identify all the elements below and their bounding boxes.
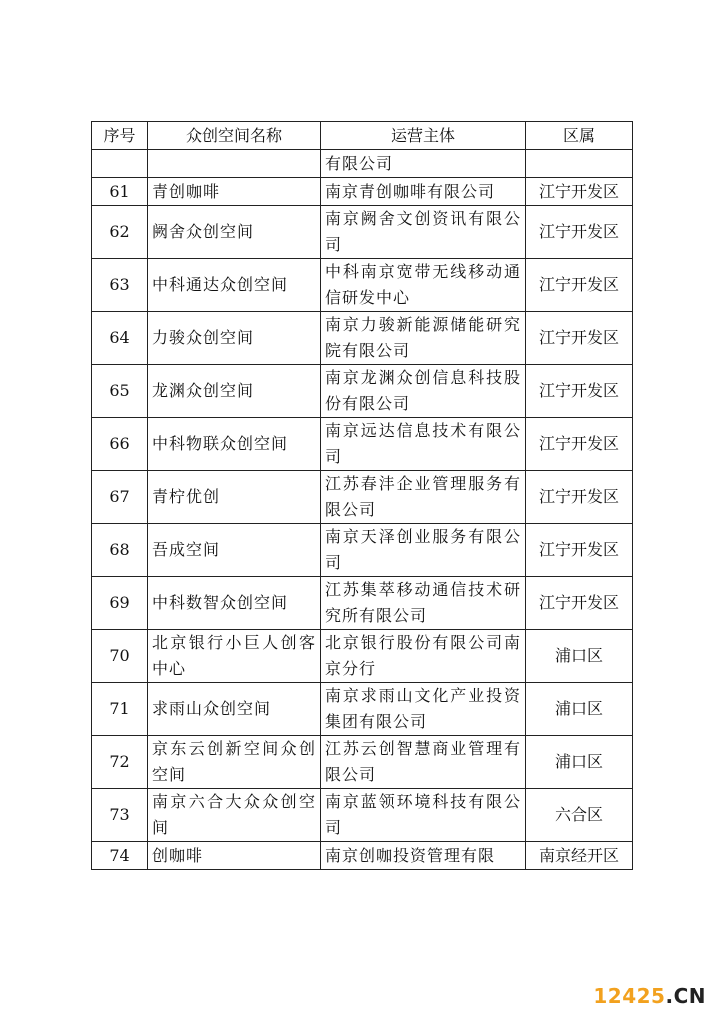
- row-operator: 南京力骏新能源储能研究院有限公司: [321, 312, 526, 365]
- table-row: [92, 471, 633, 524]
- row-district: 江宁开发区: [526, 312, 633, 365]
- row-space-name: 南京六合大众众创空间: [148, 789, 321, 842]
- row-operator: 江苏云创智慧商业管理有限公司: [321, 736, 526, 789]
- table-row: [92, 365, 633, 418]
- space-list-table: [91, 121, 633, 870]
- table-row: [92, 206, 633, 259]
- row-serial: 65: [92, 365, 148, 418]
- row-operator: 中科南京宽带无线移动通信研发中心: [321, 259, 526, 312]
- row-space-name: 北京银行小巨人创客中心: [148, 630, 321, 683]
- table-header-row: [92, 122, 633, 150]
- row-space-name: 青创咖啡: [148, 178, 321, 206]
- table-row: [92, 524, 633, 577]
- header-serial: 序号: [92, 122, 148, 150]
- row-district: 六合区: [526, 789, 633, 842]
- row-district: 江宁开发区: [526, 259, 633, 312]
- row-operator: 南京远达信息技术有限公司: [321, 418, 526, 471]
- row-operator: 有限公司: [321, 150, 526, 178]
- row-space-name: 吾成空间: [148, 524, 321, 577]
- table-row: [92, 630, 633, 683]
- row-space-name: 中科物联众创空间: [148, 418, 321, 471]
- row-district: 江宁开发区: [526, 365, 633, 418]
- row-operator: 江苏集萃移动通信技术研究所有限公司: [321, 577, 526, 630]
- header-district: 区属: [526, 122, 633, 150]
- row-operator: 南京求雨山文化产业投资集团有限公司: [321, 683, 526, 736]
- row-space-name: 龙渊众创空间: [148, 365, 321, 418]
- row-operator: 江苏春沣企业管理服务有限公司: [321, 471, 526, 524]
- row-serial: 61: [92, 178, 148, 206]
- row-operator: 北京银行股份有限公司南京分行: [321, 630, 526, 683]
- table-row: [92, 789, 633, 842]
- row-operator: 南京青创咖啡有限公司: [321, 178, 526, 206]
- table-row: [92, 683, 633, 736]
- row-space-name: 求雨山众创空间: [148, 683, 321, 736]
- table-row: [92, 842, 633, 870]
- row-space-name: 中科通达众创空间: [148, 259, 321, 312]
- row-space-name: 力骏众创空间: [148, 312, 321, 365]
- row-district: 浦口区: [526, 683, 633, 736]
- table-row: [92, 418, 633, 471]
- row-serial: 62: [92, 206, 148, 259]
- row-space-name: 京东云创新空间众创空间: [148, 736, 321, 789]
- row-serial: [92, 150, 148, 178]
- row-operator: 南京龙渊众创信息科技股份有限公司: [321, 365, 526, 418]
- site-watermark: [593, 984, 706, 1008]
- row-district: 江宁开发区: [526, 206, 633, 259]
- row-operator: 南京阙舍文创资讯有限公司: [321, 206, 526, 259]
- row-space-name: 青柠优创: [148, 471, 321, 524]
- row-serial: 72: [92, 736, 148, 789]
- table-row: [92, 178, 633, 206]
- row-space-name: 创咖啡: [148, 842, 321, 870]
- row-district: 江宁开发区: [526, 471, 633, 524]
- table-row: [92, 577, 633, 630]
- row-serial: 67: [92, 471, 148, 524]
- row-serial: 66: [92, 418, 148, 471]
- row-serial: 64: [92, 312, 148, 365]
- watermark-number: 12425: [593, 984, 666, 1008]
- row-district: 江宁开发区: [526, 178, 633, 206]
- table-row: [92, 312, 633, 365]
- row-serial: 70: [92, 630, 148, 683]
- row-space-name: 中科数智众创空间: [148, 577, 321, 630]
- header-space-name: 众创空间名称: [148, 122, 321, 150]
- row-district: 浦口区: [526, 630, 633, 683]
- table-row: [92, 150, 633, 178]
- table-row: [92, 736, 633, 789]
- row-serial: 74: [92, 842, 148, 870]
- row-district: 江宁开发区: [526, 577, 633, 630]
- row-operator: 南京创咖投资管理有限: [321, 842, 526, 870]
- header-operator: 运营主体: [321, 122, 526, 150]
- row-space-name: 阙舍众创空间: [148, 206, 321, 259]
- row-serial: 63: [92, 259, 148, 312]
- row-serial: 71: [92, 683, 148, 736]
- row-district: 江宁开发区: [526, 418, 633, 471]
- row-serial: 73: [92, 789, 148, 842]
- row-district: 浦口区: [526, 736, 633, 789]
- row-operator: 南京天泽创业服务有限公司: [321, 524, 526, 577]
- row-district: [526, 150, 633, 178]
- row-space-name: [148, 150, 321, 178]
- row-operator: 南京蓝领环境科技有限公司: [321, 789, 526, 842]
- row-serial: 68: [92, 524, 148, 577]
- row-serial: 69: [92, 577, 148, 630]
- table-row: [92, 259, 633, 312]
- row-district: 江宁开发区: [526, 524, 633, 577]
- row-district: 南京经开区: [526, 842, 633, 870]
- watermark-domain: .CN: [665, 984, 706, 1008]
